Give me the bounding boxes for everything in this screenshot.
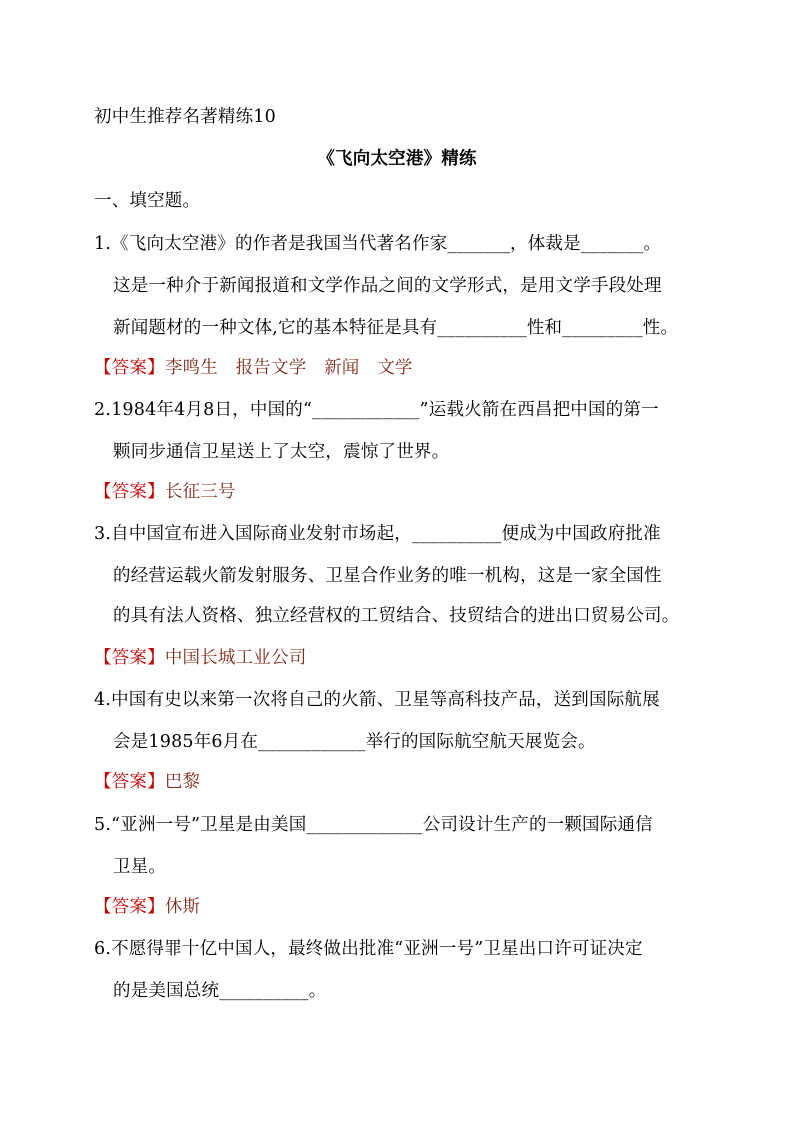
answer-5-text: 休斯	[164, 897, 201, 917]
question-2-line-1: 2.1984年4月8日，中国的“____________”运载火箭在西昌把中国的第一	[94, 400, 659, 420]
question-3-line-2: 的经营运载火箭发射服务、卫星合作业务的唯一机构，这是一家全国性	[113, 566, 662, 586]
answer-label: 【答案】	[94, 772, 165, 792]
answer-1	[94, 357, 413, 379]
doc-title: 《飞向太空港》精练	[317, 149, 477, 169]
question-6-line-2: 的是美国总统__________。	[113, 981, 327, 1001]
answer-3-text: 中国长城工业公司	[164, 648, 307, 668]
question-4-line-2: 会是1985年6月在____________举行的国际航空航天展览会。	[113, 732, 596, 752]
question-1-line-1: 1.《飞向太空港》的作者是我国当代著名作家_______，体裁是_______。	[94, 234, 662, 254]
answer-label: 【答案】	[94, 358, 165, 378]
answer-label: 【答案】	[94, 482, 165, 502]
question-1-line-3: 新闻题材的一种文体,它的基本特征是具有__________性和_________性。	[113, 318, 679, 338]
doc-header: 初中生推荐名著精练10	[94, 107, 276, 127]
question-6-line-1: 6.不愿得罪十亿中国人，最终做出批准“亚洲一号”卫星出口许可证决定	[94, 939, 643, 959]
answer-5	[94, 896, 200, 918]
question-2-line-2: 颗同步通信卫星送上了太空，震惊了世界。	[113, 442, 450, 462]
answer-2	[94, 481, 236, 503]
answer-label: 【答案】	[94, 648, 165, 668]
answer-3	[94, 647, 306, 669]
question-1-line-2: 这是一种介于新闻报道和文学作品之间的文学形式，是用文学手段处理	[113, 276, 662, 296]
answer-1-text: 李鸣生 报告文学 新闻 文学	[164, 358, 413, 378]
answer-4-text: 巴黎	[164, 772, 201, 792]
answer-4	[94, 771, 200, 793]
question-4-line-1: 4.中国有史以来第一次将自己的火箭、卫星等高科技产品，送到国际航展	[94, 690, 660, 710]
question-3-line-3: 的具有法人资格、独立经营权的工贸结合、技贸结合的进出口贸易公司。	[113, 606, 680, 626]
question-5-line-2: 卫星。	[113, 857, 167, 877]
question-5-line-1: 5.“亚洲一号”卫星是由美国_____________公司设计生产的一颗国际通信	[94, 815, 653, 835]
question-3-line-1: 3.自中国宣布进入国际商业发射市场起，__________便成为中国政府批准	[94, 524, 661, 544]
section-heading: 一、填空题。	[94, 191, 201, 211]
answer-2-text: 长征三号	[164, 482, 236, 502]
answer-label: 【答案】	[94, 897, 165, 917]
